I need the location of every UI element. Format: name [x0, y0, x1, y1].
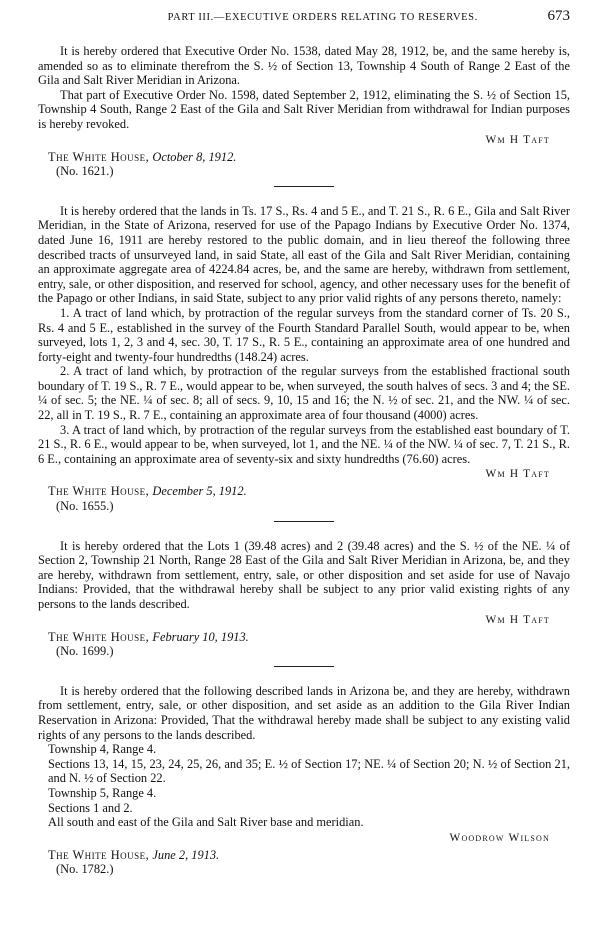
- executive-order-1782: [38, 684, 570, 877]
- dateline: [38, 484, 570, 499]
- order-paragraph: That part of Executive Order No. 1598, dated September 2, 1912, eliminating the S. ½ of Section 15, Township 4 South, Range 2 East of the Gila and Salt River Meridian from withdrawal for Indian purposes is hereby revoked.: [38, 87, 570, 131]
- dateline: [38, 150, 570, 165]
- date: February 10, 1913.: [152, 629, 249, 644]
- sections-line: Sections 1 and 2.: [48, 800, 133, 815]
- place: The White House,: [48, 484, 150, 499]
- section-divider: [274, 186, 334, 187]
- signature: Wm H Taft: [485, 468, 550, 481]
- executive-order-1621: [38, 44, 570, 179]
- sections-line: Sections 13, 14, 15, 23, 24, 25, 26, and 35; E. ½ of Section 17; NE. ¼ of Section 20; N. ½ of Section 21, and N. ½ of Section 22.: [48, 756, 570, 786]
- tract-paragraph: 2. A tract of land which, by protraction of the regular surveys from the established fractional south boundary of T. 19 S., R. 7 E., would appear to be, when surveyed, the south halves of secs. 3 and 4; the SE. ¼ of sec. 5; the NE. ¼ of sec. 8; all of secs. 9, 10, 15 and 16; the N. ½ of sec. 21, and the NW. ¼ of sec. 22, all in T. 19 S., R. 7 E., containing an approximate area of four thousand (4000) acres.: [38, 364, 570, 423]
- section-divider: [274, 521, 334, 522]
- dateline: [38, 630, 570, 645]
- executive-order-1699: [38, 539, 570, 659]
- date: October 8, 1912.: [152, 149, 237, 164]
- place: The White House,: [48, 629, 150, 644]
- order-number: (No. 1655.): [56, 499, 114, 514]
- township-line: Township 4, Range 4.: [48, 742, 157, 757]
- date: December 5, 1912.: [152, 484, 247, 499]
- order-paragraph: It is hereby ordered that the Lots 1 (39.48 acres) and 2 (39.48 acres) and the S. ½ of the NE. ¼ of Section 2, Township 21 North, Range 28 East of the Gila and Salt River Meridian in Arizona, be, and they are hereby, withdrawn from settlement, entry, sale, or other disposition and set aside for use of Navajo Indians: Provided, that the withdrawal hereby shall be subject to any prior valid existing rights of any persons to the lands described.: [38, 538, 570, 611]
- executive-order-1655: [38, 204, 570, 514]
- section-divider: [274, 666, 334, 667]
- order-paragraph: It is hereby ordered that Executive Order No. 1538, dated May 28, 1912, be, and the same hereby is, amended so as to eliminate therefrom the S. ½ of Section 13, Township 4 South of Range 2 East of the Gila and Salt River Meridian in Arizona.: [38, 44, 570, 88]
- signature: Wm H Taft: [485, 133, 550, 146]
- order-paragraph: It is hereby ordered that the lands in Ts. 17 S., Rs. 4 and 5 E., and T. 21 S., R. 6 E., Gila and Salt River Meridian, in the State of Arizona, reserved for use of the Papago Indians by Executive Order No. 1374, dated June 16, 1911 are hereby restored to the public domain, and in lieu thereof the following three described tracts of unsurveyed land, in said State, all east of the Gila and Salt River Meridian, containing an approximate aggregate area of 4224.84 acres, be, and the same are hereby, withdrawn from settlement, entry, sale, or other disposition, and reserved for school, agency, and other necessary uses for the benefit of the Papago or other Indians, in said State, subject to any prior valid rights of any persons thereto, namely:: [38, 203, 570, 306]
- order-paragraph: It is hereby ordered that the following described lands in Arizona be, and they are hereby, withdrawn from settlement, entry, sale, or other disposition, and set aside as an addition to the Gila River Indian Reservation in Arizona: Provided, That the withdrawal hereby made shall be subject to any existing valid rights of any persons to the lands described.: [38, 683, 570, 742]
- tract-paragraph: 3. A tract of land which, by protraction of the regular surveys from the established east boundary of T. 21 S., R. 6 E., would appear to be, when surveyed, lot 1, and the NE. ¼ of the NW. ¼ of sec. 7, T. 21 S., R. 6 E., containing an approximate area of seventy-six and sixty hundredths (76.60) acres.: [38, 422, 570, 466]
- tract-paragraph: 1. A tract of land which, by protraction of the regular surveys from the standard corner of Ts. 20 S., Rs. 4 and 5 E., established in the survey of the Fourth Standard Parallel South, would appear to be, when surveyed, lots 1, 2, 3 and 4, sec. 30, T. 17 S., R. 5 E., containing an approximate area of one hundred and forty-eight and twenty-four hundredths (148.24) acres.: [38, 305, 570, 364]
- running-head: PART III.—EXECUTIVE ORDERS RELATING TO RESERVES.: [167, 12, 478, 23]
- page-number: 673: [547, 8, 570, 24]
- township-line: Township 5, Range 4.: [48, 785, 157, 800]
- order-number: (No. 1782.): [56, 862, 114, 877]
- meridian-line: All south and east of the Gila and Salt River base and meridian.: [48, 815, 364, 830]
- page-header: [38, 8, 570, 25]
- dateline: [38, 848, 570, 863]
- date: June 2, 1913.: [152, 847, 220, 862]
- signature: Wm H Taft: [485, 613, 550, 626]
- order-number: (No. 1699.): [56, 644, 114, 659]
- place: The White House,: [48, 847, 150, 862]
- order-number: (No. 1621.): [56, 164, 114, 179]
- signature: Woodrow Wilson: [449, 831, 550, 844]
- place: The White House,: [48, 149, 150, 164]
